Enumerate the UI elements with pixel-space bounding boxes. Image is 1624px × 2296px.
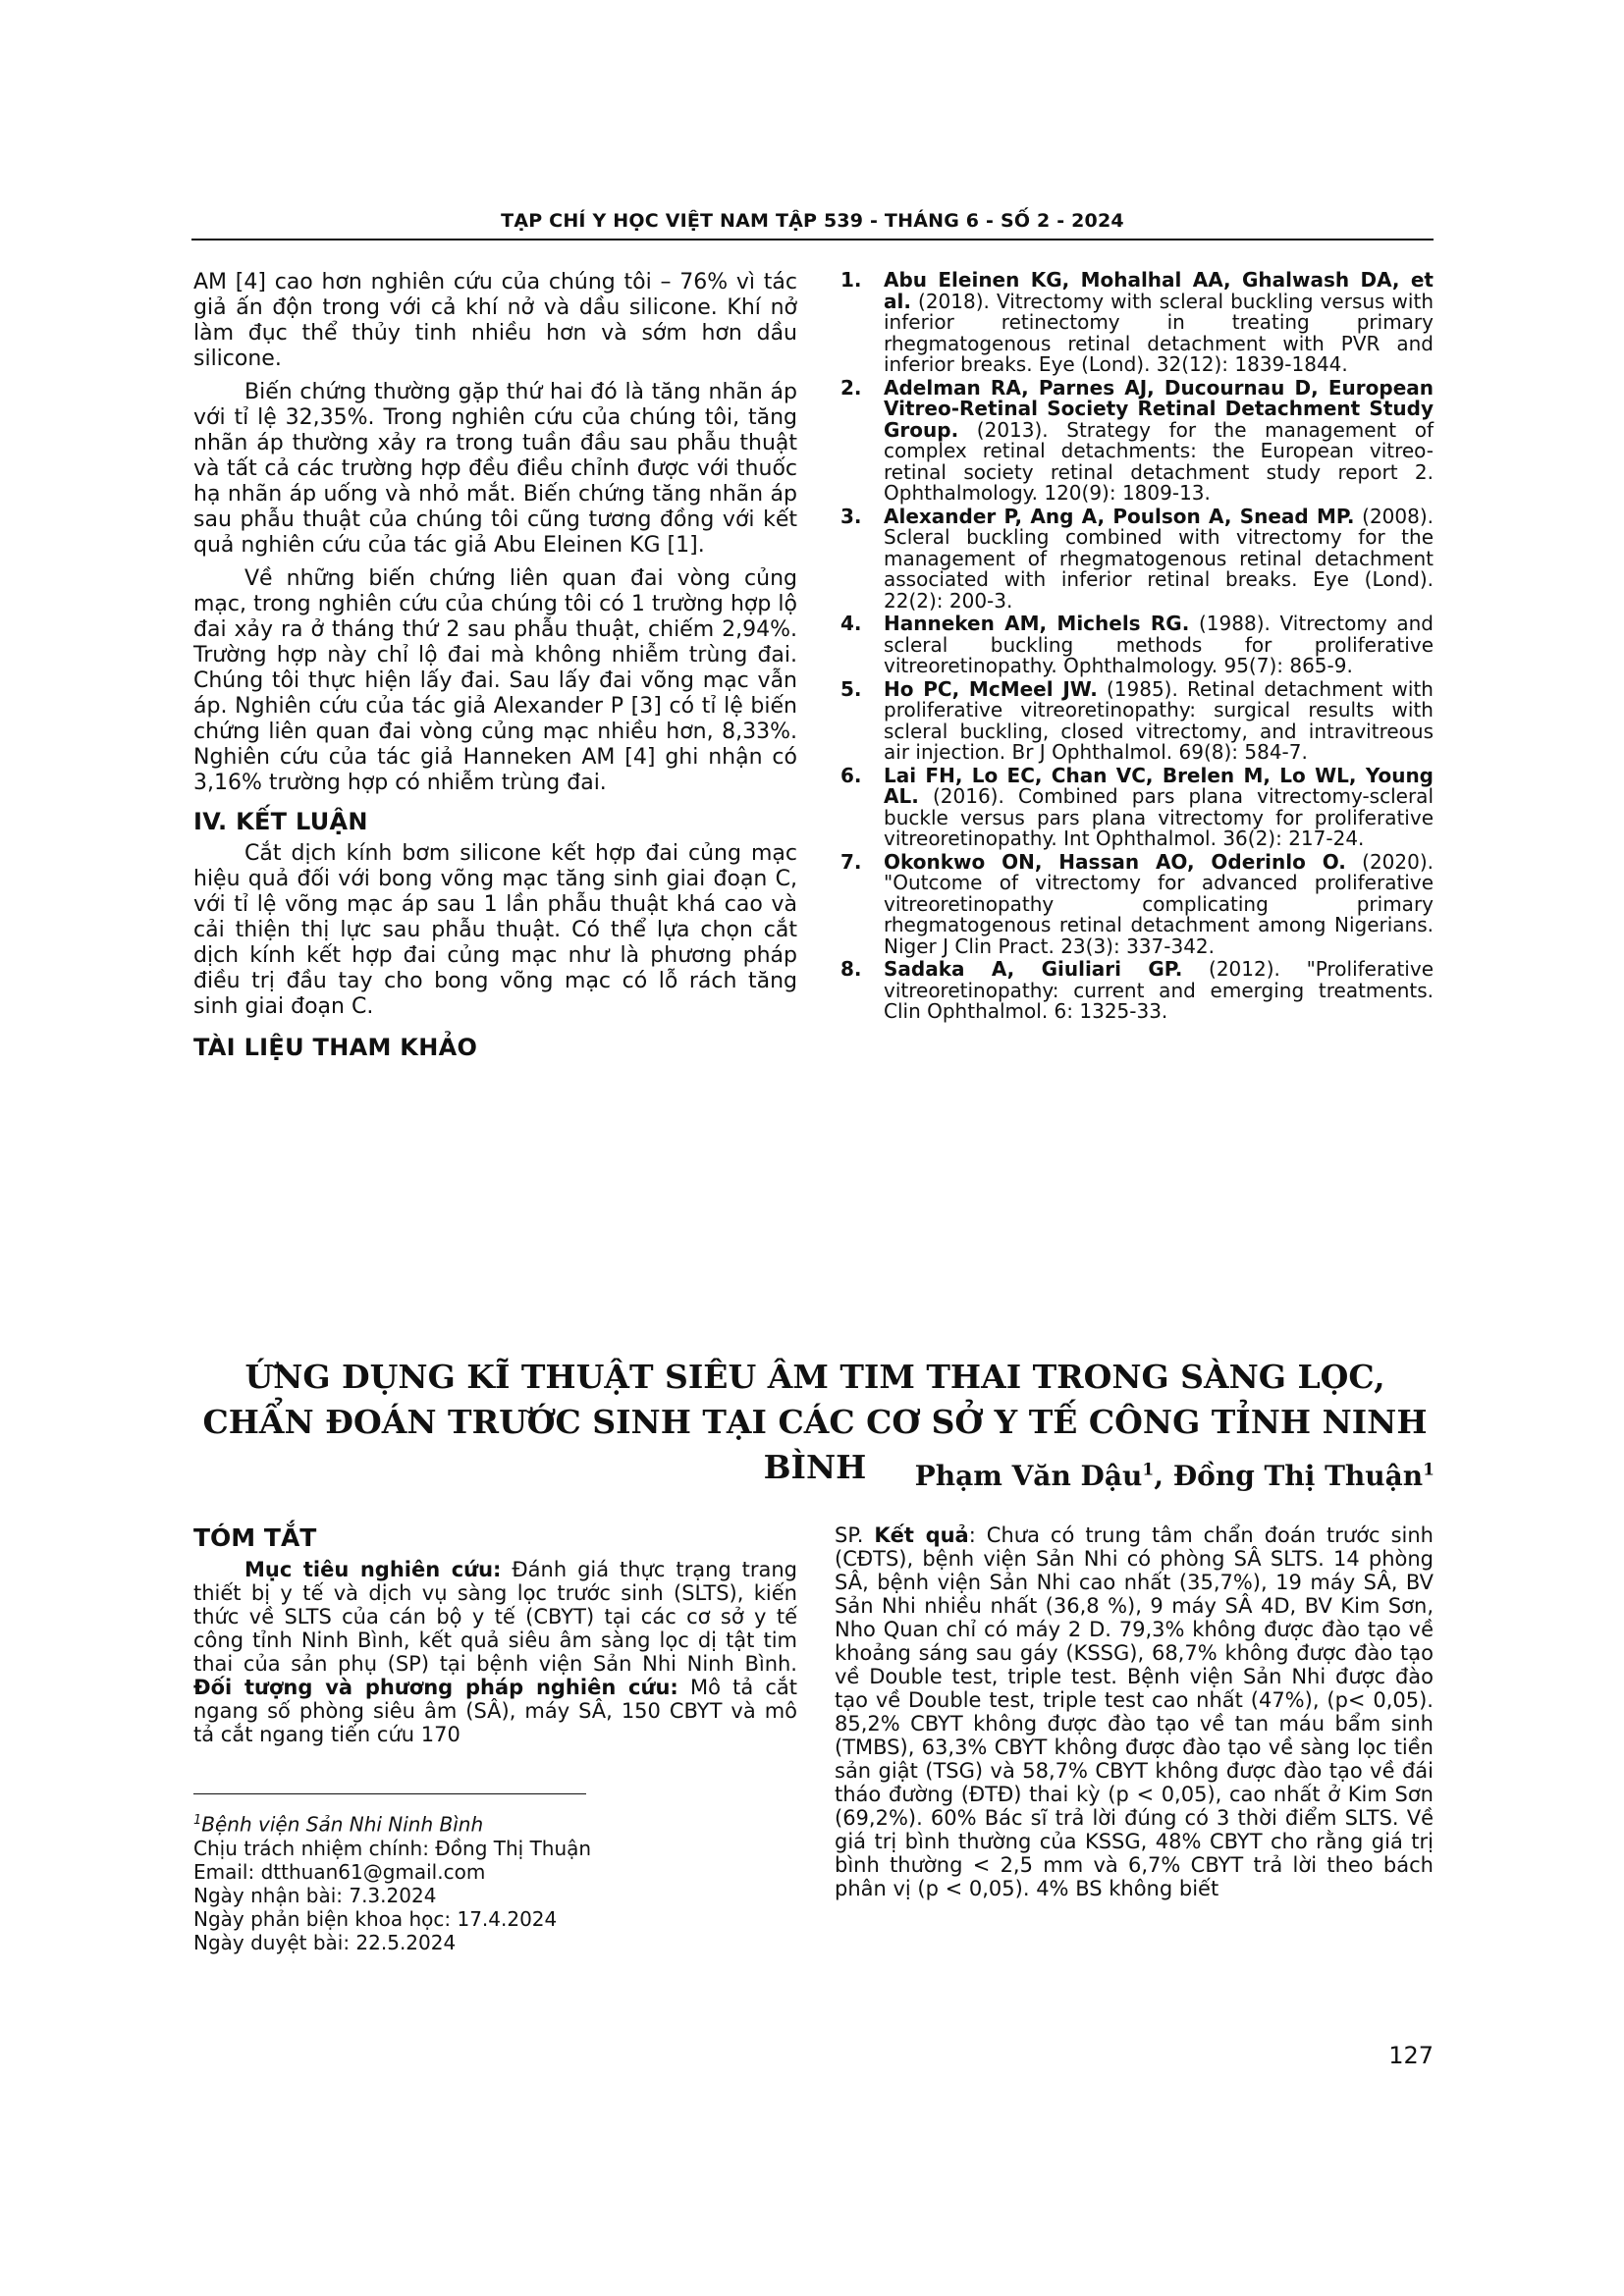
page-number: 127 <box>1388 2042 1434 2069</box>
author-name: Đồng Thị Thuận <box>1172 1460 1424 1492</box>
abstract-right <box>835 1523 1434 1900</box>
abstract-text: Mục tiêu nghiên cứu: Đánh giá thực trạng trang thiết bị y tế và dịch vụ sàng lọc trước sinh (SLTS), kiến thức về SLTS của cán bộ y tế (CBYT) tại các cơ sở y tế công tỉnh Ninh Bình, kết quả siêu âm sàng lọc dị tật tim thai của sản phụ (SP) tại bệnh viện Sản Nhi Ninh Bình. Đối tượng và phương pháp nghiên cứu: Mô tả cắt ngang số phòng siêu âm (SÂ), máy SÂ, 150 CBYT và mô tả cắt ngang tiến cứu 170 <box>193 1558 798 1746</box>
header-rule <box>191 239 1434 240</box>
article-title-line-2: CHẨN ĐOÁN TRƯỚC SINH TẠI CÁC CƠ SỞ Y TẾ CÔNG TỈNH NINH BÌNH <box>202 1403 1428 1486</box>
date-received: Ngày nhận bài: 7.3.2024 <box>193 1883 437 1907</box>
author-separator: , <box>1154 1460 1173 1492</box>
reference-item: 7. Okonkwo ON, Hassan AO, Oderinlo O. (2020). "Outcome of vitrectomy for advanced proliferative vitreoretinopathy complicating primary rhegmatogenous retinal detachment among Nigerians. Niger J Clin Pract. 23(3): 337-342. <box>840 849 1434 958</box>
method-label: Đối tượng và phương pháp nghiên cứu: <box>193 1676 678 1699</box>
conclusion-text: Cắt dịch kính bơm silicone kết hợp đai củng mạc hiệu quả đối với bong võng mạc tăng sinh giai đoạn C, với tỉ lệ võng mạc áp sau 1 lần phẫu thuật khá cao và cải thiện thị lực sau phẫu thuật. Có thể lựa chọn cắt dịch kính kết hợp đai củng mạc như là phương pháp điều trị đầu tay cho bong võng mạc có lỗ rách tăng sinh giai đoạn C. <box>193 841 797 1019</box>
reference-item: 4. Hanneken AM, Michels RG. (1988). Vitrectomy and scleral buckling methods for proliferative vitreoretinopathy. Ophthalmology. 95(7): 865-9. <box>840 612 1434 677</box>
references-heading: TÀI LIỆU THAM KHẢO <box>193 1034 478 1061</box>
right-column <box>835 270 1434 1025</box>
author-affiliation-mark: 1 <box>1142 1460 1155 1480</box>
reference-item: 5. Ho PC, McMeel JW. (1985). Retinal detachment with proliferative vitreoretinopathy: surgical results with scleral buckling, closed vitrectomy, and intravitreous air injection. Br J Ophthalmol. 69(8): 584-7. <box>840 676 1434 764</box>
reference-list <box>835 270 1434 1023</box>
results-label: Kết quả <box>874 1523 969 1547</box>
paragraph-cataract: AM [4] cao hơn nghiên cứu của chúng tôi – 76% vì tác giả ấn độn trong với cả khí nở và dầu silicone. Khí nở làm đục thể thủy tinh nhiều hơn và sớm hơn dầu silicone. <box>193 270 797 371</box>
reference-item: 2. Adelman RA, Parnes AJ, Ducournau D, European Vitreo-Retinal Society Retinal Detachment Study Group. (2013). Strategy for the management of complex retinal detachments: the European vitreo-retinal society retinal detachment study report 2. Ophthalmology. 120(9): 1809-13. <box>840 375 1434 505</box>
email: Email: dtthuan61@gmail.com <box>193 1859 486 1884</box>
paragraph-buckle-complication: Về những biến chứng liên quan đai vòng củng mạc, trong nghiên cứu của chúng tôi có 1 trường hợp lộ đai xảy ra ở tháng thứ 2 sau phẫu thuật, chiếm 2,94%. Trường hợp này chỉ lộ đai mà không nhiễm trùng đai. Chúng tôi thực hiện lấy đai. Sau lấy đai võng mạc vẫn áp. Nghiên cứu của tác giả Alexander P [3] có tỉ lệ biến chứng liên quan đai vòng củng mạc nhiều hơn, 8,33%. Nghiên cứu của tác giả Hanneken AM [4] ghi nhận có 3,16% trường hợp có nhiễm trùng đai. <box>193 566 797 795</box>
running-header: TẠP CHÍ Y HỌC VIỆT NAM TẬP 539 - THÁNG 6 - SỐ 2 - 2024 <box>501 210 1124 232</box>
author-affiliation-mark: 1 <box>1423 1460 1435 1480</box>
reference-item: 6. Lai FH, Lo EC, Chan VC, Brelen M, Lo WL, Young AL. (2016). Combined pars plana vitrectomy-scleral buckle versus pars plana vitrectomy for proliferative vitreoretinopathy. Int Ophthalmol. 36(2): 217-24. <box>840 763 1434 850</box>
reference-item: 3. Alexander P, Ang A, Poulson A, Snead MP. (2008). Scleral buckling combined with vitrectomy for the management of rhegmatogenous retinal detachment associated with inferior retinal breaks. Eye (Lond). 22(2): 200-3. <box>840 504 1434 613</box>
conclusion-heading: IV. KẾT LUẬN <box>193 808 368 835</box>
author-name: Phạm Văn Dậu <box>914 1460 1143 1492</box>
abstract-left <box>193 1523 797 1746</box>
responsible-author: Chịu trách nhiệm chính: Đồng Thị Thuận <box>193 1836 592 1860</box>
affiliation: $^1$Bệnh viện Sản Nhi Ninh Bình <box>193 1812 484 1837</box>
abstract-heading: TÓM TẮT <box>193 1523 317 1552</box>
date-reviewed: Ngày phản biện khoa học: 17.4.2024 <box>193 1906 558 1931</box>
date-accepted: Ngày duyệt bài: 22.5.2024 <box>193 1930 457 1954</box>
reference-item: 1. Abu Eleinen KG, Mohalhal AA, Ghalwash DA, et al. (2018). Vitrectomy with scleral buckling versus with inferior retinectomy in treating primary rhegmatogenous retinal detachment with PVR and inferior breaks. Eye (Lond). 32(12): 1839-1844. <box>840 268 1434 376</box>
paragraph-glaucoma: Biến chứng thường gặp thứ hai đó là tăng nhãn áp với tỉ lệ 32,35%. Trong nghiên cứu của chúng tôi, tăng nhãn áp thường xảy ra trong tuần đầu sau phẫu thuật và tất cả các trường hợp đều điều chỉnh được với thuốc hạ nhãn áp uống và nhỏ mắt. Biến chứng tăng nhãn áp sau phẫu thuật của chúng tôi cũng tương đồng với kết quả nghiên cứu của tác giả Abu Eleinen KG [1]. <box>193 380 797 558</box>
left-column <box>193 270 797 1067</box>
abstract-results: SP. Kết quả: Chưa có trung tâm chẩn đoán trước sinh (CĐTS), bệnh viện Sản Nhi có phòng SÂ SLTS. 14 phòng SÂ, bệnh viện Sản Nhi cao nhất (35,7%), 19 máy SÂ, BV Sản Nhi nhiều nhất (36,8 %), 9 máy SÂ 4D, BV Kim Sơn, Nho Quan chỉ có máy 2 D. 79,3% không được đào tạo về khoảng sáng sau gáy (KSSG), 68,7% không được đào tạo về Double test, triple test. Bệnh viện Sản Nhi được đào tạo về Double test, triple test cao nhất (47%), (p< 0,05). 85,2% CBYT không được đào tạo về tan máu bẩm sinh (TMBS), 63,3% CBYT không được đào tạo về sàng lọc tiền sản giật (TSG) và 58,7% CBYT không được đào tạo về đái tháo đường (ĐTĐ) thai kỳ (p < 0,05), cao nhất ở Kim Sơn (69,2%). 60% Bác sĩ trả lời đúng có 3 thời điểm SLTS. Về giá trị bình thường của KSSG, 48% CBYT cho rằng giá trị bình thường < 2,5 mm và 6,7% CBYT trả lời theo bách phân vị (p < 0,05). 4% BS không biết <box>835 1523 1434 1900</box>
footnote-rule <box>193 1793 586 1794</box>
article-authors <box>915 1460 1435 1492</box>
reference-item: 8. Sadaka A, Giuliari GP. (2012). "Proliferative vitreoretinopathy: current and emerging treatments. Clin Ophthalmol. 6: 1325-33. <box>840 957 1435 1023</box>
objective-label: Mục tiêu nghiên cứu: <box>244 1558 502 1581</box>
footnotes <box>193 1809 797 1954</box>
article-title-line-1: ỨNG DỤNG KĨ THUẬT SIÊU ÂM TIM THAI TRONG SÀNG LỌC, <box>244 1358 1385 1396</box>
